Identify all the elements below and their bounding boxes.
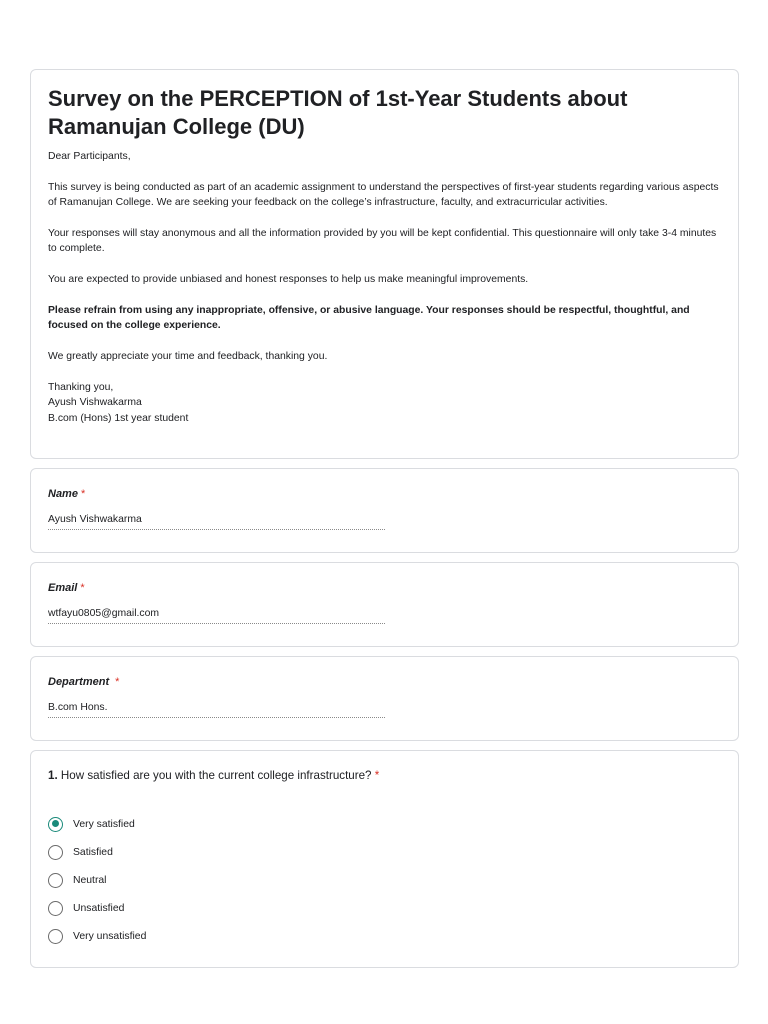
radio-option[interactable] xyxy=(48,838,721,866)
radio-option-label: Satisfied xyxy=(73,846,113,858)
radio-option-label: Very unsatisfied xyxy=(73,930,147,942)
name-field[interactable]: Ayush Vishwakarma xyxy=(48,513,385,530)
radio-option[interactable] xyxy=(48,866,721,894)
question-1-title xyxy=(48,768,721,783)
form-description xyxy=(48,149,721,426)
email-question-card xyxy=(30,562,739,647)
form-title: Survey on the PERCEPTION of 1st-Year Students about Ramanujan College (DU) xyxy=(48,86,628,139)
department-question-card xyxy=(30,656,739,741)
desc-greeting: Dear Participants, xyxy=(48,151,131,162)
department-field[interactable]: B.com Hons. xyxy=(48,701,385,718)
desc-paragraph: This survey is being conducted as part of an academic assignment to understand the perspectives of first-year students regarding various aspects of Ramanujan College. We are seeking your feedback on the college’s infrastructure, faculty, and extracurricular activities. xyxy=(48,181,719,209)
desc-paragraph: Your responses will stay anonymous and all the information provided by you will be kept confidential. This questionnaire will only take 3-4 minutes to complete. xyxy=(48,228,717,255)
radio-group xyxy=(48,810,721,950)
required-mark: * xyxy=(80,582,85,594)
email-label: Email * xyxy=(48,582,85,594)
question-text: How satisfied are you with the current college infrastructure? xyxy=(60,769,372,782)
desc-signoff: Thanking you, xyxy=(48,382,114,393)
question-1-card xyxy=(30,750,739,968)
radio-option-label: Very satisfied xyxy=(73,818,135,830)
radio-option-label: Unsatisfied xyxy=(73,902,125,914)
radio-option[interactable] xyxy=(48,894,721,922)
radio-option[interactable] xyxy=(48,922,721,950)
form-header-card xyxy=(30,69,739,459)
radio-checked-icon[interactable] xyxy=(48,817,63,832)
required-mark: * xyxy=(115,676,120,688)
desc-author: Ayush Vishwakarma xyxy=(48,397,142,409)
desc-author-role: B.com (Hons) 1st year student xyxy=(48,412,189,424)
radio-unchecked-icon[interactable] xyxy=(48,873,63,888)
question-number: 1. xyxy=(48,769,58,782)
radio-option-label: Neutral xyxy=(73,874,107,886)
required-mark: * xyxy=(374,769,380,782)
required-mark: * xyxy=(80,488,86,500)
radio-unchecked-icon[interactable] xyxy=(48,901,63,916)
radio-unchecked-icon[interactable] xyxy=(48,929,63,944)
name-label: Name * xyxy=(48,488,86,500)
name-question-card xyxy=(30,468,739,553)
desc-warning: Please refrain from using any inappropriate, offensive, or abusive language. Your responses should be respectful, thoughtful, and focused on the college experience. xyxy=(48,305,690,332)
email-field[interactable]: wtfayu0805@gmail.com xyxy=(48,607,385,624)
radio-unchecked-icon[interactable] xyxy=(48,845,63,860)
radio-option[interactable] xyxy=(48,810,721,838)
desc-paragraph: You are expected to provide unbiased and honest responses to help us make meaningful improvements. xyxy=(48,274,529,286)
desc-paragraph: We greatly appreciate your time and feedback, thanking you. xyxy=(48,351,328,363)
department-label: Department * xyxy=(48,676,120,688)
